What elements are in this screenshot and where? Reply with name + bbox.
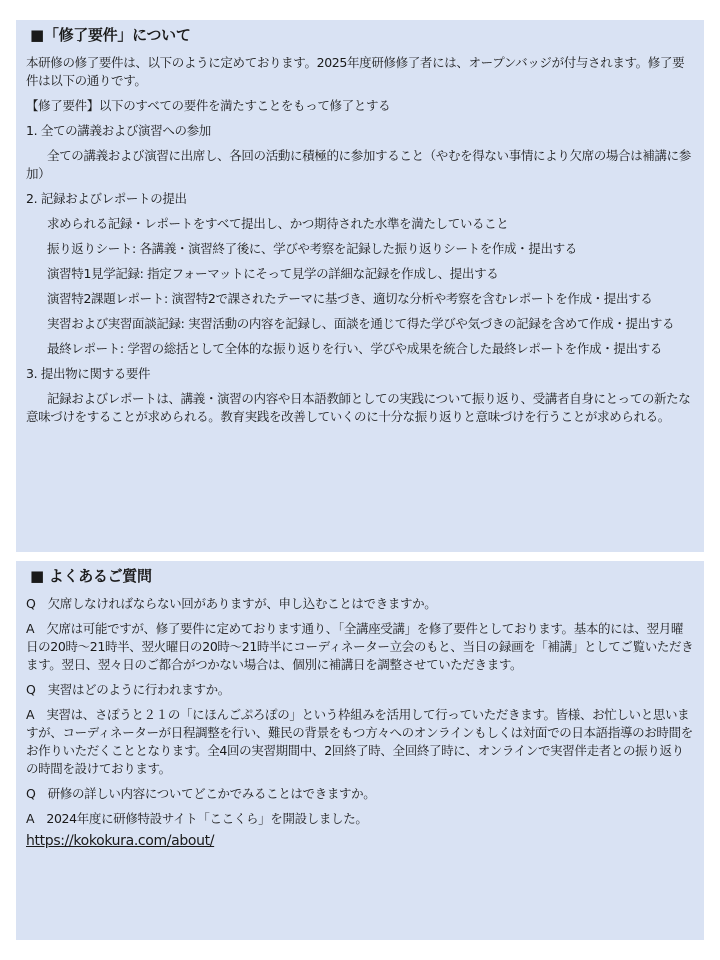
item2-final-report: 最終レポート: 学習の総括として全体的な振り返りを行い、学びや成果を統合した最終レポートを作成・提出する (47, 341, 662, 356)
item3-title: 3. 提出物に関する要件 (26, 366, 151, 381)
faq-question-1: Q 欠席しなければならない回がありますが、申し込むことはできますか。 (26, 596, 437, 611)
requirements-lead: 【修了要件】以下のすべての要件を満たすことをもって修了とする (26, 98, 391, 113)
faq-answer-3: A 2024年度に研修特設サイト「ここくら」を開設しました。 (26, 811, 368, 826)
item2-observation-record: 演習特1見学記録: 指定フォーマットにそって見学の詳細な記録を作成し、提出する (47, 266, 499, 281)
faq-heading: ■ よくあるご質問 (30, 567, 152, 585)
requirements-section (16, 20, 704, 552)
item2-assignment-report: 演習特2課題レポート: 演習特2で課されたテーマに基づき、適切な分析や考察を含むレポートを作成・提出する (47, 291, 653, 306)
item1-body: 全ての講義および演習に出席し、各回の活動に積極的に参加すること（やむを得ない事情により欠席の場合は補講に参加） (26, 148, 691, 181)
item2-body: 求められる記録・レポートをすべて提出し、かつ期待された水準を満たしていること (47, 216, 509, 231)
item2-title: 2. 記録およびレポートの提出 (26, 191, 187, 206)
faq-question-3: Q 研修の詳しい内容についてどこかでみることはできますか。 (26, 786, 376, 801)
item2-practicum-record: 実習および実習面談記録: 実習活動の内容を記録し、面談を通じて得た学びや気づきの記録を含めて作成・提出する (47, 316, 675, 331)
requirements-intro: 本研修の修了要件は、以下のように定めております。2025年度研修修了者には、オープンバッジが付与されます。修了要件は以下の通りです。 (26, 55, 685, 88)
item1-title: 1. 全ての講義および演習への参加 (26, 123, 211, 138)
faq-answer-2: A 実習は、さぽうと２１の「にほんごぷろぽの」という枠組みを活用して行っていただきます。皆様、お忙しいと思いますが、コーディネーターが日程調整を行い、難民の背景をもつ方々へのオンラインもしくは対面での日本語指導のお時間をお作りいただくこととなります。全4回の実習期間中、2回終了時、全回終了時に、オンラインで実習伴走者との振り返りの時間を設けております。 (26, 707, 693, 776)
faq-section (16, 561, 704, 940)
about-site-link[interactable]: https://kokokura.com/about/ (26, 833, 215, 849)
requirements-heading: ■「修了要件」について (30, 26, 191, 44)
item3-body: 記録およびレポートは、講義・演習の内容や日本語教師としての実践について振り返り、受講者自身にとっての新たな意味づけをすることが求められる。教育実践を改善していくのに十分な振り返りと意味づけを行うことが求められる。 (26, 391, 691, 424)
faq-answer-1: A 欠席は可能ですが、修了要件に定めております通り、「全講座受講」を修了要件としております。基本的には、翌月曜日の20時～21時半、翌火曜日の20時～21時半にコーディネーター立会のもと、当日の録画を「補講」としてご覧いただきます。翌日、翌々日のご都合がつかない場合は、個別に補講日を調整させていただきます。 (26, 621, 694, 672)
item2-reflection-sheet: 振り返りシート: 各講義・演習終了後に、学びや考察を記録した振り返りシートを作成・提出する (47, 241, 577, 256)
faq-question-2: Q 実習はどのように行われますか。 (26, 682, 230, 697)
